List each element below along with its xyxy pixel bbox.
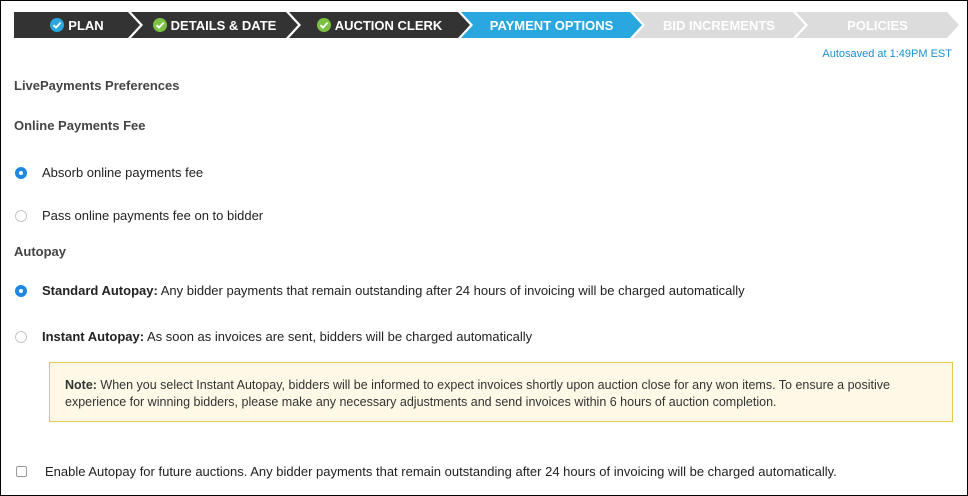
standard-autopay-option[interactable] (15, 283, 745, 298)
radio-standard-autopay[interactable] (15, 285, 27, 297)
radio-label (42, 329, 532, 344)
check-icon (317, 18, 331, 32)
step-label: BID INCREMENTS (663, 17, 775, 33)
radio-label-text: As soon as invoices are sent, bidders will be charged automatically (144, 329, 533, 344)
step-bid-increments[interactable] (633, 12, 805, 38)
check-icon (153, 18, 167, 32)
radio-label: Pass online payments fee on to bidder (42, 208, 264, 223)
radio-instant-autopay[interactable] (15, 331, 27, 343)
future-autopay-label: Enable Autopay for future auctions. Any bidder payments that remain outstanding after 24 hours of invoicing will be charged automatically. (45, 464, 837, 479)
wizard-stepper (14, 12, 959, 38)
step-label: DETAILS & DATE (170, 17, 277, 33)
step-auction-clerk[interactable] (289, 12, 470, 38)
step-payment-options[interactable] (461, 12, 642, 38)
future-autopay-checkbox[interactable] (16, 466, 27, 477)
instant-autopay-option[interactable] (15, 329, 532, 344)
radio-absorb-fee[interactable] (15, 167, 27, 179)
step-policies[interactable] (796, 12, 959, 38)
autopay-title: Autopay (14, 244, 66, 259)
future-autopay-option[interactable] (16, 464, 837, 479)
radio-label-text: Any bidder payments that remain outstanding after 24 hours of invoicing will be charged automatically (157, 283, 745, 298)
pass-fee-option[interactable] (15, 208, 263, 223)
autosave-status: Autosaved at 1:49PM EST (822, 48, 952, 60)
step-label: PLAN (68, 17, 104, 33)
absorb-fee-option[interactable] (15, 165, 203, 180)
step-details-date[interactable] (131, 12, 298, 38)
radio-label (42, 283, 745, 298)
radio-pass-fee[interactable] (15, 210, 27, 222)
radio-label-bold: Standard Autopay: (42, 283, 158, 298)
online-fee-title: Online Payments Fee (14, 118, 146, 133)
step-label: AUCTION CLERK (334, 17, 443, 33)
radio-label: Absorb online payments fee (42, 165, 204, 180)
check-icon (50, 18, 64, 32)
note-bold: Note: (65, 378, 97, 392)
radio-label-bold: Instant Autopay: (42, 329, 145, 344)
step-plan[interactable] (14, 12, 140, 38)
instant-autopay-note (49, 362, 953, 422)
step-label: POLICIES (847, 17, 908, 33)
step-label: PAYMENT OPTIONS (489, 17, 614, 33)
note-text: When you select Instant Autopay, bidders will be informed to expect invoices shortly upon auction close for any won items. To ensure a positive experience for winning bidders, please make any necessary adjustments and send invoices within 6 hours of auction completion. (65, 378, 890, 409)
livepayments-title: LivePayments Preferences (14, 78, 180, 93)
